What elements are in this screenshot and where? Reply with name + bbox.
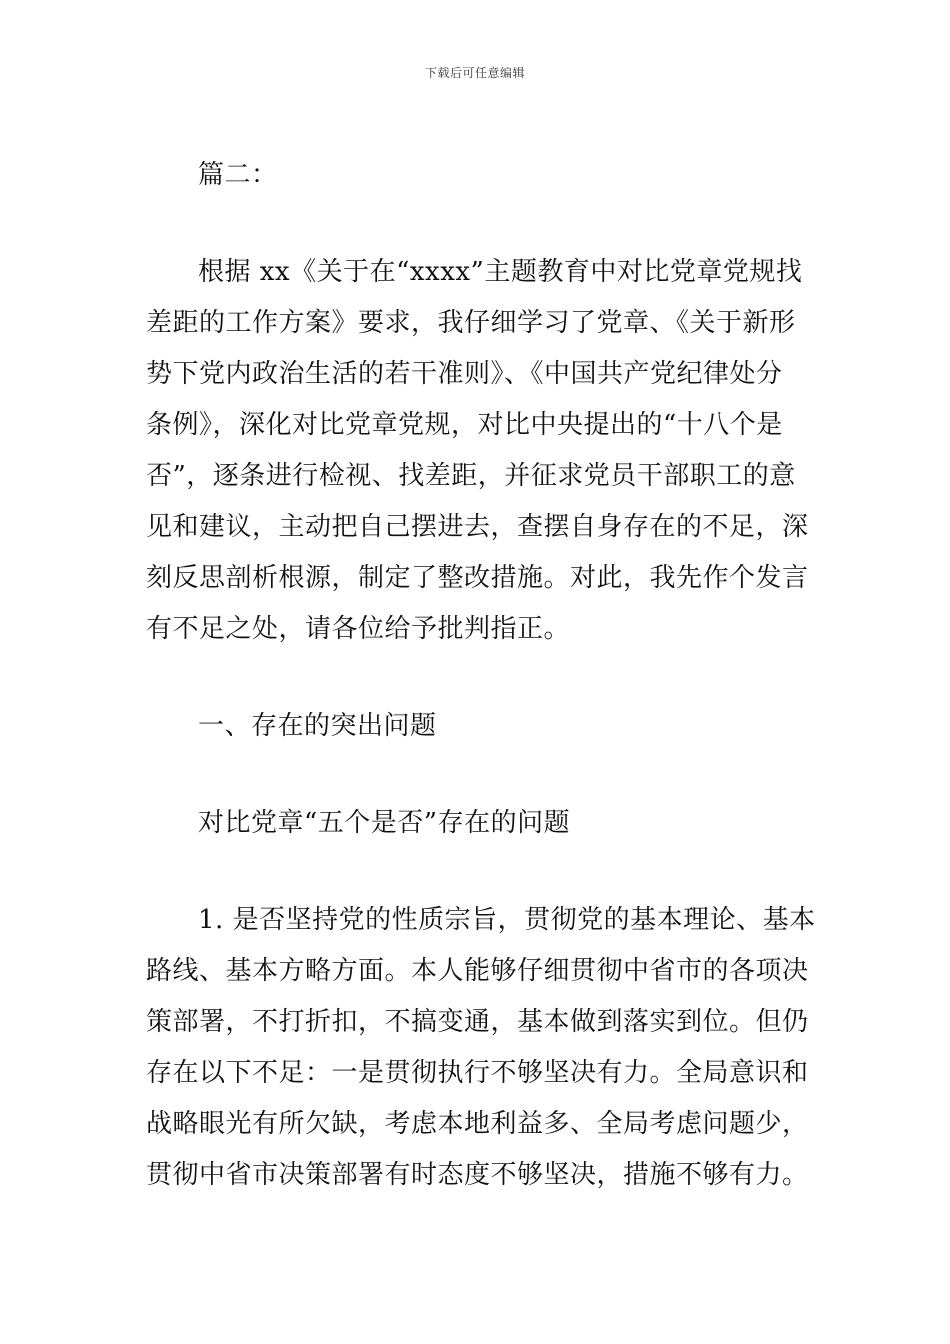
paragraph-line: 根据 xx《关于在“xxxx”主题教育中对比党章党规找: [198, 257, 803, 287]
paragraph-line: 见和建议，主动把自己摆进去，查摆自身存在的不足，深: [146, 512, 809, 542]
sub-heading: 对比党章“五个是否”存在的问题: [198, 808, 571, 838]
paragraph-line: 贯彻中省市决策部署有时态度不够坚决，措施不够有力。: [146, 1160, 809, 1190]
spacer: [146, 655, 810, 701]
paragraph-line: 差距的工作方案》要求，我仔细学习了党章、《关于新形: [146, 308, 796, 338]
paragraph-line: 战略眼光有所欠缺，考虑本地利益多、全局考虑问题少，: [146, 1109, 809, 1139]
section-title: 篇二：: [198, 160, 278, 190]
document-body: [146, 150, 816, 1201]
paragraph-line: 存在以下不足：一是贯彻执行不够坚决有力。全局意识和: [146, 1058, 809, 1088]
spacer: [146, 201, 810, 247]
spacer: [146, 849, 810, 895]
paragraph-line: 路线、基本方略方面。本人能够仔细贯彻中省市的各项决: [146, 956, 809, 986]
paragraph-line: 否”，逐条进行检视、找差距，并征求党员干部职工的意: [146, 461, 796, 491]
paragraph-line: 条例》，深化对比党章党规，对比中央提出的“十八个是: [146, 410, 783, 440]
paragraph-line: 策部署，不打折扣，不搞变通，基本做到落实到位。但仍: [146, 1007, 809, 1037]
spacer: [146, 752, 810, 798]
paragraph-item-1: [146, 895, 816, 1201]
paragraph-line: 刻反思剖析根源，制定了整改措施。对此，我先作个发言: [146, 563, 809, 593]
paragraph-line: 势下党内政治生活的若干准则》、《中国共产党纪律处分: [146, 359, 783, 389]
paragraph-line: 有不足之处，请各位给予批判指正。: [146, 614, 571, 644]
section-heading: 一、存在的突出问题: [198, 711, 437, 741]
page-header: 下载后可任意编辑: [424, 66, 525, 80]
paragraph-intro: [146, 247, 810, 655]
paragraph-line: 1. 是否坚持党的性质宗旨，贯彻党的基本理论、基本: [198, 905, 816, 935]
